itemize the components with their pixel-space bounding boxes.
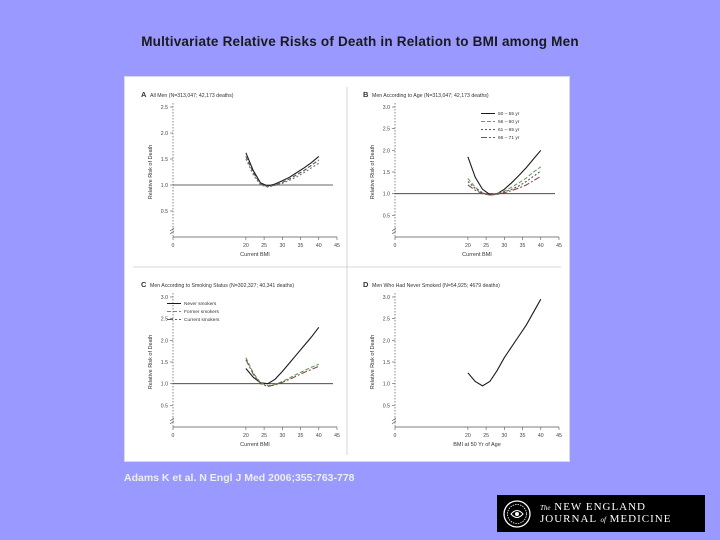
panel-d-y-tick-label: 1.0 [382, 381, 390, 388]
panel-b-x-tick-label: 45 [556, 243, 562, 249]
panel-c-x-tick-label: 40 [315, 433, 322, 439]
panel-a-series-1-line [246, 153, 319, 186]
panel-d-y-tick-label: 2.0 [382, 338, 390, 345]
panel-c-x-tick-label: 0 [171, 433, 175, 439]
panel-b-x-axis-label: Current BMI [462, 252, 492, 258]
panel-b-x-tick-label: 20 [464, 243, 471, 249]
panel-b-x-tick-label: 30 [501, 243, 508, 249]
panel-c-x-tick-label: 45 [334, 433, 340, 439]
panel-a-series-2-line [246, 156, 319, 186]
panel-c-y-tick-label: 1.0 [160, 381, 168, 388]
figure-panel [124, 76, 570, 462]
panel-d-x-tick-label: 35 [519, 433, 526, 439]
logo-medicine: MEDICINE [609, 512, 672, 525]
panel-d-x-tick-label: 45 [556, 433, 562, 439]
panel-c-y-tick-label: 2.5 [160, 316, 168, 323]
panel-a-y-tick-label: 2.0 [160, 131, 168, 137]
panel-c-x-tick-label: 25 [261, 433, 268, 439]
panel-c-legend-label: Current smokers [184, 318, 220, 323]
panel-d-y-tick-label: 2.5 [382, 316, 390, 323]
panel-b-series-1-line [468, 150, 541, 194]
panel-b-title: Men According to Age (N=313,047; 42,173 deaths) [372, 93, 489, 99]
panel-c-series-1-line [246, 327, 319, 383]
panel-a-y-tick-label: 1.5 [160, 157, 168, 163]
panel-c-x-tick-label: 35 [297, 433, 304, 439]
panel-c-legend-label: Never smokers [184, 302, 217, 307]
panel-b-x-tick-label: 40 [537, 243, 544, 249]
panel-a-x-tick-label: 35 [297, 243, 304, 249]
panel-a-x-axis-label: Current BMI [240, 252, 270, 258]
panel-c-letter: C [141, 280, 147, 289]
panel-c-x-tick-label: 20 [242, 433, 249, 439]
panel-d-y-tick-label: 3.0 [382, 295, 390, 301]
panel-d-series-1-line [468, 299, 541, 386]
panel-b-series-2-line [468, 167, 541, 195]
panel-a-y-tick-label: 2.5 [160, 105, 168, 111]
panel-b-y-tick-label: 1.0 [382, 191, 390, 198]
panel-a-x-tick-label: 20 [242, 243, 249, 249]
panel-d-x-tick-label: 20 [464, 433, 471, 439]
panel-a-title: All Men (N=313,047; 42,173 deaths) [150, 93, 234, 99]
panel-b-y-tick-label: 0.5 [382, 213, 390, 220]
panel-b-y-axis-label: Relative Risk of Death [370, 144, 376, 200]
panel-b-x-tick-label: 0 [393, 243, 397, 249]
panel-c-y-axis-break [170, 418, 174, 424]
panel-c-x-tick-label: 30 [279, 433, 286, 439]
panel-d-x-tick-label: 40 [537, 433, 544, 439]
panel-c-y-tick-label: 2.0 [160, 338, 168, 345]
panel-b-y-axis-break [392, 228, 396, 234]
citation: Adams K et al. N Engl J Med 2006;355:763-778 [124, 472, 355, 484]
panel-b-letter: B [363, 90, 369, 99]
panel-d-y-axis-break [392, 418, 396, 424]
panel-b-x-tick-label: 25 [483, 243, 490, 249]
chart-grid [125, 77, 569, 461]
panel-a-y-axis-break [170, 228, 174, 234]
logo-journal: JOURNAL [540, 512, 597, 525]
panel-c-y-axis-label: Relative Risk of Death [148, 334, 154, 390]
nejm-logo [497, 495, 705, 532]
logo-the: The [540, 503, 551, 512]
panel-a-y-tick-label: 1.0 [160, 183, 168, 189]
panel-a-x-tick-label: 30 [279, 243, 286, 249]
panel-d-y-axis-label: Relative Risk of Death [370, 334, 376, 390]
panel-c-legend-label: Former smokers [184, 310, 219, 315]
panel-b-legend-label: 66 – 71 yr [498, 136, 520, 141]
panel-b-y-tick-label: 3.0 [382, 105, 390, 111]
panel-b-legend-label: 50 – 55 yr [498, 112, 520, 117]
panel-c-series-3-line [246, 360, 319, 387]
panel-c-y-tick-label: 0.5 [160, 403, 168, 410]
logo-new-england: NEW ENGLAND [554, 500, 647, 513]
panel-b-y-tick-label: 1.5 [382, 170, 390, 176]
panel-a-letter: A [141, 90, 147, 99]
panel-c-x-axis-label: Current BMI [240, 442, 270, 448]
panel-b-y-tick-label: 2.0 [382, 148, 390, 155]
panel-a-x-tick-label: 40 [315, 243, 322, 249]
panel-b-y-tick-label: 2.5 [382, 126, 390, 133]
panel-d-letter: D [363, 280, 369, 289]
panel-b-x-tick-label: 35 [519, 243, 526, 249]
panel-b-legend-label: 56 – 60 yr [498, 120, 520, 125]
panel-a-y-tick-label: 0.5 [160, 209, 168, 215]
panel-d-y-tick-label: 0.5 [382, 403, 390, 410]
panel-c-title: Men According to Smoking Status (N=302,327; 40,341 deaths) [150, 283, 295, 289]
logo-of: of [600, 515, 606, 524]
nejm-seal-icon [502, 499, 532, 529]
slide-title: Multivariate Relative Risks of Death in Relation to BMI among Men [141, 34, 579, 49]
panel-a-x-tick-label: 0 [171, 243, 175, 249]
panel-a-x-tick-label: 45 [334, 243, 340, 249]
panel-d-y-tick-label: 1.5 [382, 360, 390, 366]
panel-b-legend-label: 61 – 65 yr [498, 128, 520, 133]
panel-d-x-tick-label: 25 [483, 433, 490, 439]
panel-d-x-tick-label: 0 [393, 433, 397, 439]
panel-a-x-tick-label: 25 [261, 243, 268, 249]
panel-a-series-3-line [246, 159, 319, 187]
panel-d-title: Men Who Had Never Smoked (N=54,925; 4679 deaths) [372, 283, 500, 289]
panel-d-x-tick-label: 30 [501, 433, 508, 439]
panel-d-x-axis-label: BMI at 50 Yr of Age [453, 442, 501, 448]
panel-c-y-tick-label: 1.5 [160, 360, 168, 366]
panel-c-y-tick-label: 3.0 [160, 295, 168, 301]
panel-a-y-axis-label: Relative Risk of Death [148, 144, 154, 200]
